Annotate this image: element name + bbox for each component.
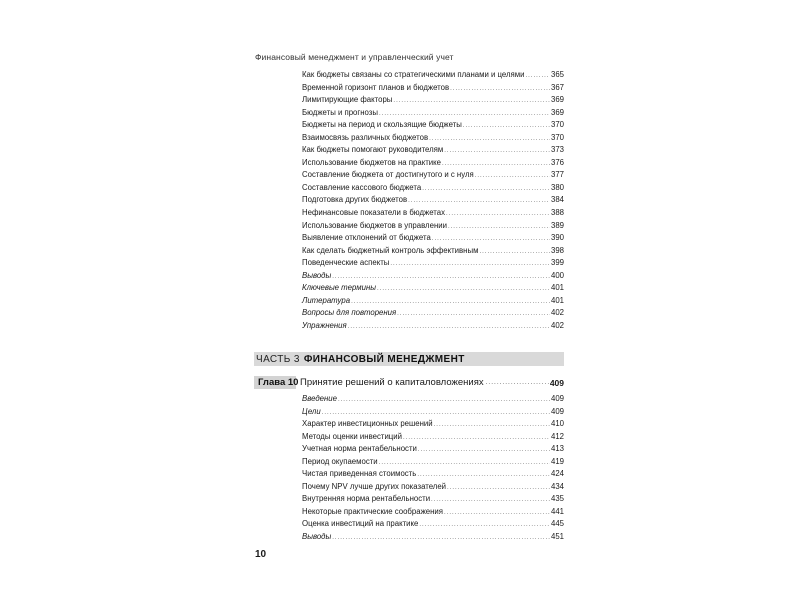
toc-leader-dots xyxy=(393,95,550,108)
part-label: ЧАСТЬ 3 xyxy=(256,353,300,365)
toc-leader-dots xyxy=(463,120,550,133)
toc-entry-title: Цели xyxy=(302,406,321,416)
toc-entry-page: 409 xyxy=(550,394,564,403)
toc-entry xyxy=(302,257,564,270)
toc-entry-page: 365 xyxy=(550,70,564,79)
toc-entry xyxy=(302,393,564,406)
toc-entry-title: Почему NPV лучше других показателей xyxy=(302,481,447,491)
toc-leader-dots xyxy=(447,482,550,495)
toc-entry-title: Лимитирующие факторы xyxy=(302,95,393,105)
part-heading xyxy=(254,352,564,366)
toc-leader-dots xyxy=(397,308,550,321)
toc-leader-dots xyxy=(475,170,550,183)
page-number: 10 xyxy=(255,549,267,560)
toc-entry xyxy=(302,493,564,506)
toc-entry-page: 451 xyxy=(550,532,564,542)
toc-entry xyxy=(302,132,564,145)
toc-entry-page: 398 xyxy=(550,245,564,255)
running-head: Финансовый менеджмент и управленческий учет xyxy=(255,52,454,62)
toc-entry-page: 409 xyxy=(550,406,564,416)
toc-entry xyxy=(302,506,564,519)
toc-section-bottom xyxy=(302,393,564,544)
toc-entry xyxy=(302,232,564,245)
toc-entry-page: 369 xyxy=(550,107,564,117)
toc-entry xyxy=(302,169,564,182)
toc-entry xyxy=(302,456,564,469)
toc-entry xyxy=(302,82,564,95)
chapter-label: Глава 10 xyxy=(254,376,296,389)
toc-leader-dots xyxy=(390,258,550,271)
toc-entry-page: 399 xyxy=(550,258,564,268)
toc-entry-title: Чистая приведенная стоимость xyxy=(302,469,417,479)
toc-leader-dots xyxy=(444,507,550,520)
toc-leader-dots xyxy=(332,532,550,545)
toc-entry-title: Выводы xyxy=(302,532,332,542)
toc-entry xyxy=(302,182,564,195)
toc-entry-title: Использование бюджетов на практике xyxy=(302,157,441,167)
toc-leader-dots xyxy=(444,145,550,158)
toc-leader-dots xyxy=(338,394,550,407)
toc-entry-title: Характер инвестиционных решений xyxy=(302,419,433,429)
part-title: ФИНАНСОВЫЙ МЕНЕДЖМЕНТ xyxy=(303,353,465,365)
toc-entry xyxy=(302,69,564,82)
toc-entry-title: Временной горизонт планов и бюджетов xyxy=(302,82,450,92)
toc-leader-dots xyxy=(448,221,550,234)
toc-entry xyxy=(302,119,564,132)
toc-entry-title: Бюджеты и прогнозы xyxy=(302,107,378,117)
toc-entry xyxy=(302,443,564,456)
toc-leader-dots xyxy=(525,70,550,83)
toc-entry xyxy=(302,406,564,419)
toc-leader-dots xyxy=(450,83,550,96)
toc-leader-dots xyxy=(422,183,550,196)
toc-entry xyxy=(302,295,564,308)
toc-entry xyxy=(302,320,564,333)
toc-entry-page: 390 xyxy=(550,233,564,243)
toc-entry-page: 380 xyxy=(550,182,564,192)
toc-leader-dots xyxy=(403,432,550,445)
toc-entry-title: Составление бюджета от достигнутого и с нуля xyxy=(302,170,474,180)
toc-entry-page: 388 xyxy=(550,208,564,218)
toc-entry-page: 410 xyxy=(550,419,564,429)
toc-entry-title: Нефинансовые показатели в бюджетах xyxy=(302,208,446,218)
chapter-leader-dots xyxy=(486,379,549,386)
toc-entry-page: 402 xyxy=(550,320,564,330)
toc-entry-page: 370 xyxy=(550,120,564,130)
toc-entry-title: Поведенческие аспекты xyxy=(302,258,390,268)
toc-entry-title: Упражнения xyxy=(302,320,347,330)
toc-entry-page: 376 xyxy=(550,157,564,167)
toc-entry xyxy=(302,107,564,120)
toc-entry xyxy=(302,418,564,431)
toc-entry-page: 413 xyxy=(550,444,564,454)
toc-entry-title: Период окупаемости xyxy=(302,456,378,466)
toc-entry-title: Учетная норма рентабельности xyxy=(302,444,417,454)
toc-entry xyxy=(302,468,564,481)
toc-leader-dots xyxy=(431,494,550,507)
toc-leader-dots xyxy=(348,321,550,334)
toc-entry-page: 367 xyxy=(550,82,564,92)
toc-entry-page: 412 xyxy=(550,431,564,441)
toc-entry-title: Ключевые термины xyxy=(302,283,376,293)
toc-entry-title: Составление кассового бюджета xyxy=(302,182,422,192)
toc-entry-title: Некоторые практические соображения xyxy=(302,506,444,516)
toc-leader-dots xyxy=(479,246,550,259)
toc-entry xyxy=(302,518,564,531)
toc-entry-page: 400 xyxy=(550,270,564,280)
toc-entry-page: 434 xyxy=(550,481,564,491)
toc-entry-title: Выявление отклонений от бюджета xyxy=(302,233,431,243)
toc-leader-dots xyxy=(419,519,550,532)
toc-entry-title: Литература xyxy=(302,295,351,305)
toc-entry-page: 401 xyxy=(550,295,564,305)
toc-leader-dots xyxy=(446,208,550,221)
toc-entry xyxy=(302,94,564,107)
toc-entry-title: Как сделать бюджетный контроль эффективным xyxy=(302,245,479,255)
toc-entry-title: Использование бюджетов в управлении xyxy=(302,220,447,230)
toc-entry-title: Как бюджеты помогают руководителям xyxy=(302,145,444,155)
toc-entry xyxy=(302,282,564,295)
chapter-page: 409 xyxy=(549,377,564,388)
toc-leader-dots xyxy=(434,419,550,432)
toc-entry xyxy=(302,307,564,320)
toc-entry-title: Введение xyxy=(302,394,337,403)
toc-entry-page: 389 xyxy=(550,220,564,230)
toc-entry-title: Подготовка других бюджетов xyxy=(302,195,408,205)
toc-section-top xyxy=(302,69,564,332)
toc-entry xyxy=(302,220,564,233)
toc-entry-page: 370 xyxy=(550,132,564,142)
toc-entry xyxy=(302,431,564,444)
chapter-title: Принятие решений о капиталовложениях xyxy=(300,377,484,388)
toc-entry xyxy=(302,157,564,170)
toc-entry xyxy=(302,194,564,207)
toc-entry-title: Оценка инвестиций на практике xyxy=(302,519,419,529)
toc-entry-title: Взаимосвязь различных бюджетов xyxy=(302,132,429,142)
toc-entry-title: Как бюджеты связаны со стратегическими планами и целями xyxy=(302,70,525,79)
toc-entry-page: 377 xyxy=(550,170,564,180)
toc-leader-dots xyxy=(418,444,550,457)
toc-entry-title: Бюджеты на период и скользящие бюджеты xyxy=(302,120,462,130)
toc-entry-page: 373 xyxy=(550,145,564,155)
toc-leader-dots xyxy=(377,283,550,296)
toc-entry xyxy=(302,245,564,258)
toc-entry-title: Методы оценки инвестиций xyxy=(302,431,402,441)
toc-entry-page: 369 xyxy=(550,95,564,105)
toc-entry-page: 424 xyxy=(550,469,564,479)
toc-entry-page: 435 xyxy=(550,494,564,504)
toc-entry-page: 401 xyxy=(550,283,564,293)
toc-entry xyxy=(302,207,564,220)
toc-entry xyxy=(302,481,564,494)
chapter-heading xyxy=(254,376,564,389)
toc-entry xyxy=(302,270,564,283)
toc-leader-dots xyxy=(429,133,550,146)
toc-entry-title: Вопросы для повторения xyxy=(302,308,397,318)
toc-entry-page: 419 xyxy=(550,456,564,466)
toc-entry xyxy=(302,531,564,544)
toc-entry-title: Выводы xyxy=(302,270,332,280)
toc-entry-page: 445 xyxy=(550,519,564,529)
toc-entry-page: 402 xyxy=(550,308,564,318)
toc-entry-page: 384 xyxy=(550,195,564,205)
toc-entry-title: Внутренняя норма рентабельности xyxy=(302,494,431,504)
toc-entry-page: 441 xyxy=(550,506,564,516)
toc-entry xyxy=(302,144,564,157)
